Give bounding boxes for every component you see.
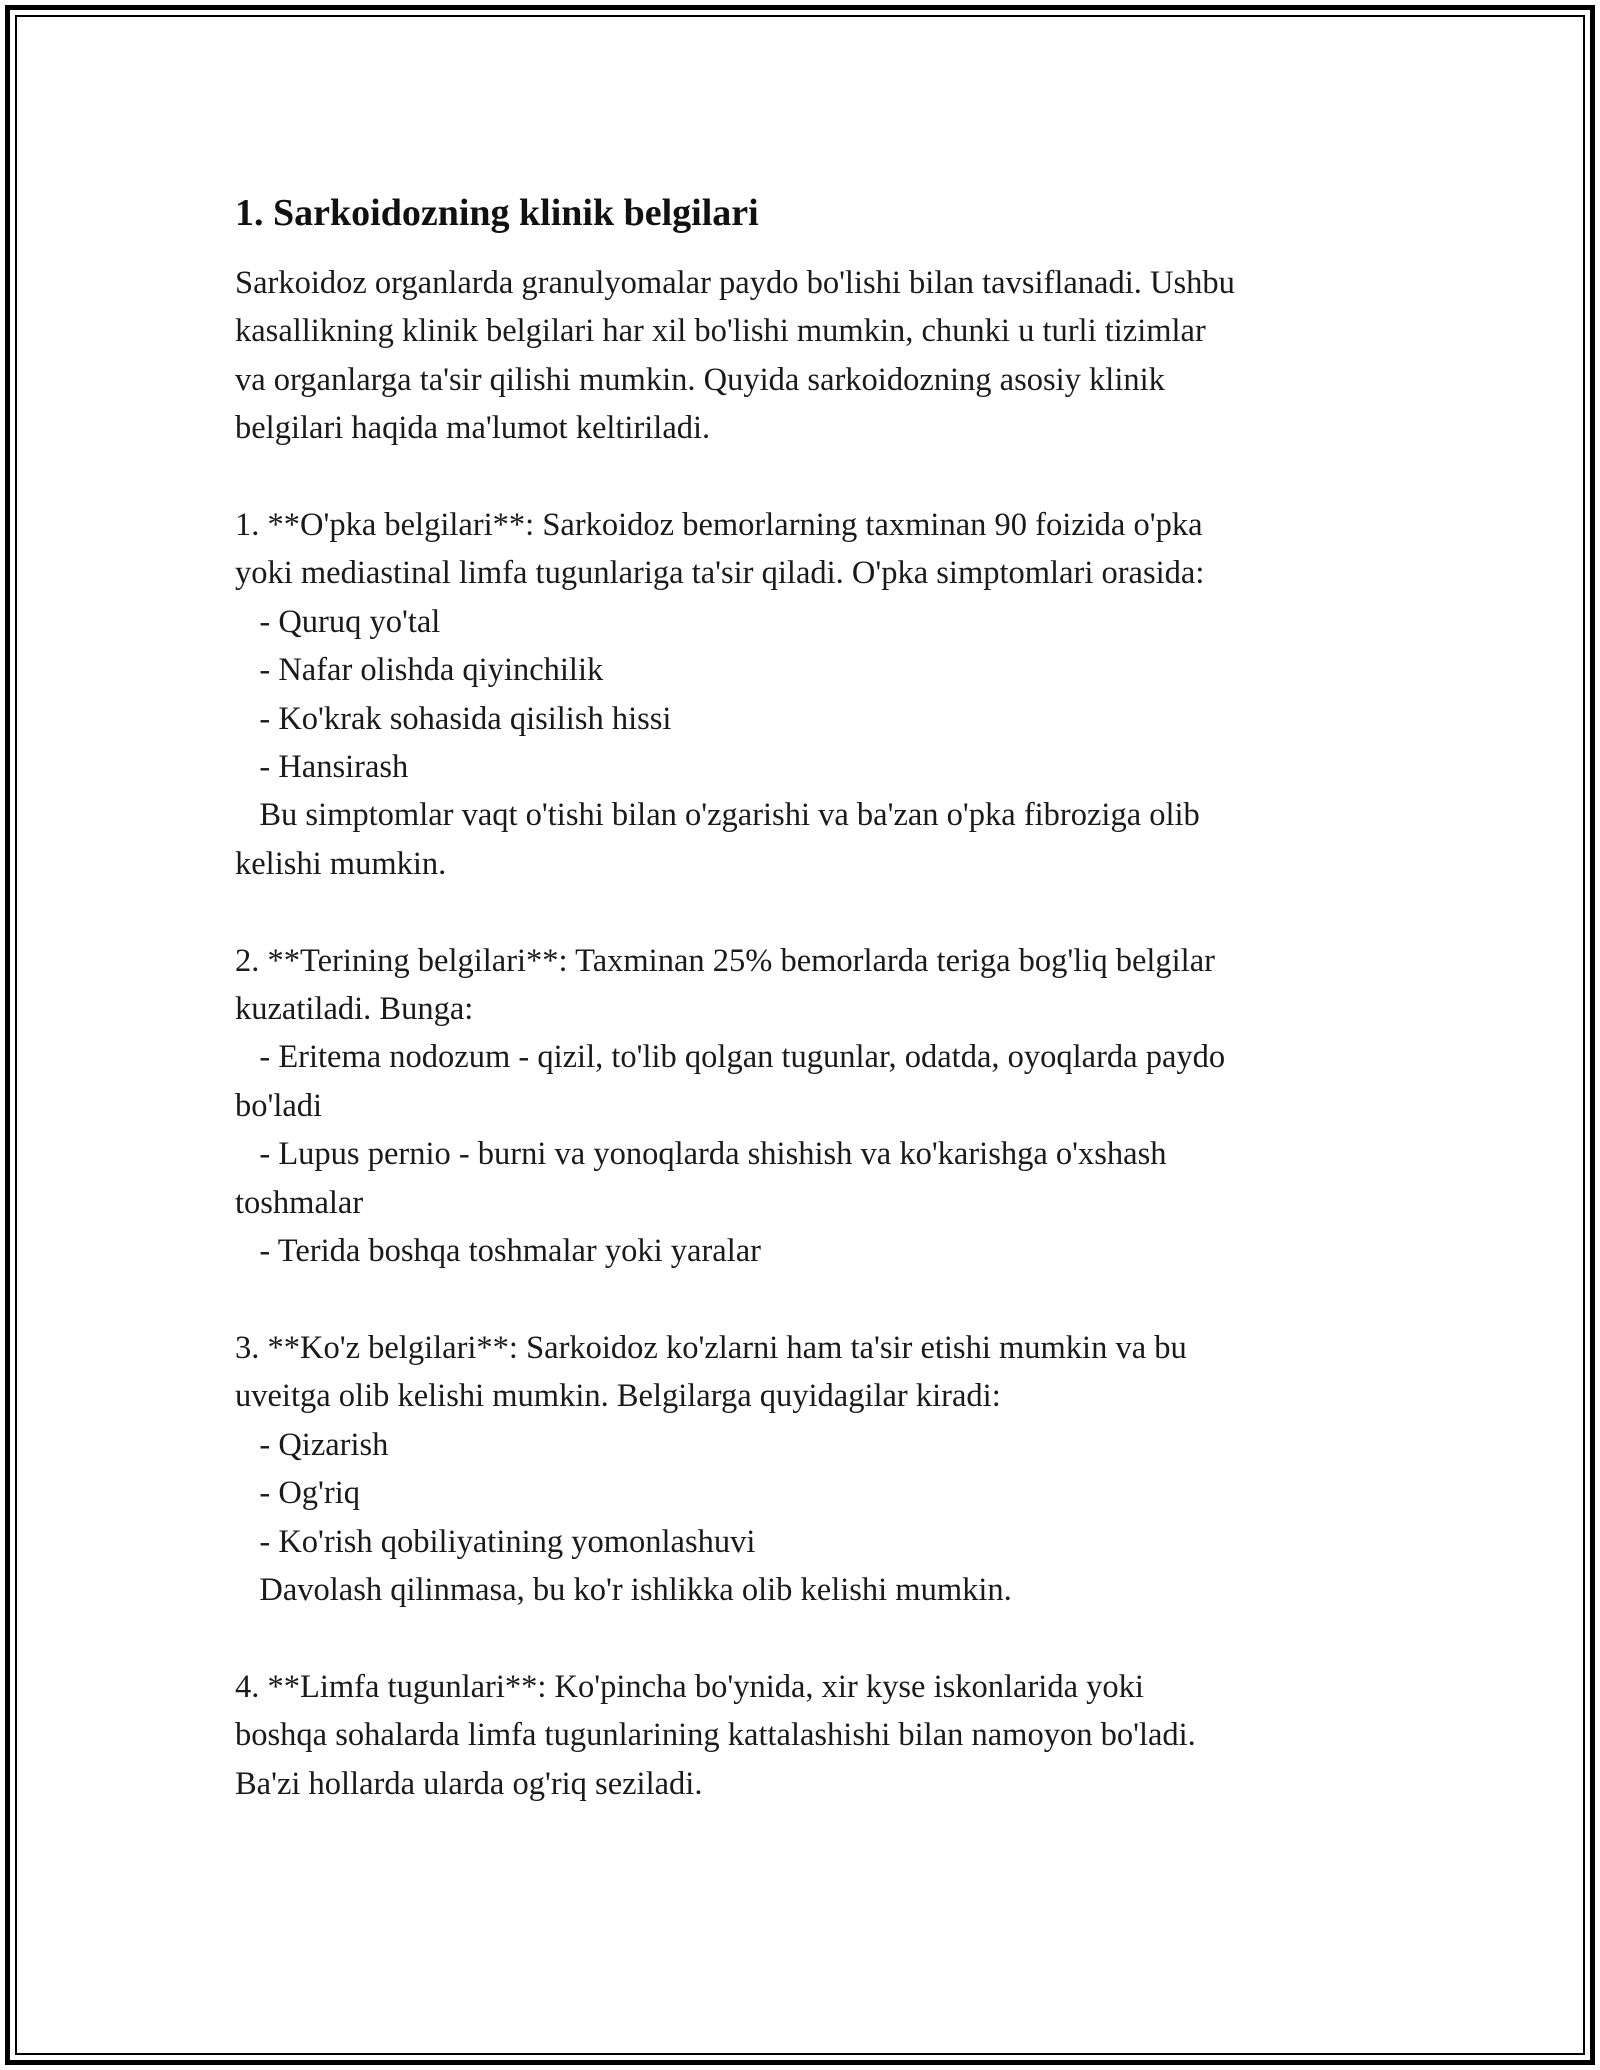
paragraph-gap [235, 1276, 1395, 1324]
section-eye-signs: 3. **Ko'z belgilari**: Sarkoidoz ko'zlarni ham ta'sir etishi mumkin va bu uveitga olib kelishi mumkin. Belgilarga quyidagilar kiradi: - Qizarish - Og'riq - Ko'rish qobiliyatining yomonlashuvi Davolash qilinmasa, bu ko'r ishlikka olib kelishi mumkin. [235, 1329, 1187, 1608]
intro-paragraph: Sarkoidoz organlarda granulyomalar paydo bo'lishi bilan tavsiflanadi. Ushbu kasallikning klinik belgilari har xil bo'lishi mumkin, chunki u turli tizimlar va organlarga ta'sir qilishi mumkin. Quyida sarkoidozning asosiy klinik belgilari haqida ma'lumot keltiriladi. [235, 265, 1235, 447]
paragraph-gap [235, 453, 1395, 501]
section-lung-signs: 1. **O'pka belgilari**: Sarkoidoz bemorlarning taxminan 90 foizida o'pka yoki mediastinal limfa tugunlariga ta'sir qiladi. O'pka simptomlari orasida: - Quruq yo'tal - Nafar olishda qiyinchilik - Ko'krak sohasida qisilish hissi - Hansirash Bu simptomlar vaqt o'tishi bilan o'zgarishi va ba'zan o'pka fibroziga olib kelishi mumkin. [235, 507, 1205, 882]
document-body [235, 187, 1395, 1808]
paragraph-gap [235, 888, 1395, 936]
section-skin-signs: 2. **Terining belgilari**: Taxminan 25% bemorlarda teriga bog'liq belgilar kuzatiladi. Bunga: - Eritema nodozum - qizil, to'lib qolgan tugunlar, odatda, oyoqlarda paydo bo'ladi - Lupus pernio - burni va yonoqlarda shishish va ko'karishga o'xshash toshmalar - Terida boshqa toshmalar yoki yaralar [235, 942, 1226, 1270]
section-lymph-nodes: 4. **Limfa tugunlari**: Ko'pincha bo'ynida, xir kyse iskonlarida yoki boshqa sohalarda limfa tugunlarining kattalashishi bilan namoyon bo'ladi. Ba'zi hollarda ularda og'riq seziladi. [235, 1668, 1196, 1802]
document-title: 1. Sarkoidozning klinik belgilari [235, 192, 759, 234]
paragraph-gap [235, 1614, 1395, 1662]
